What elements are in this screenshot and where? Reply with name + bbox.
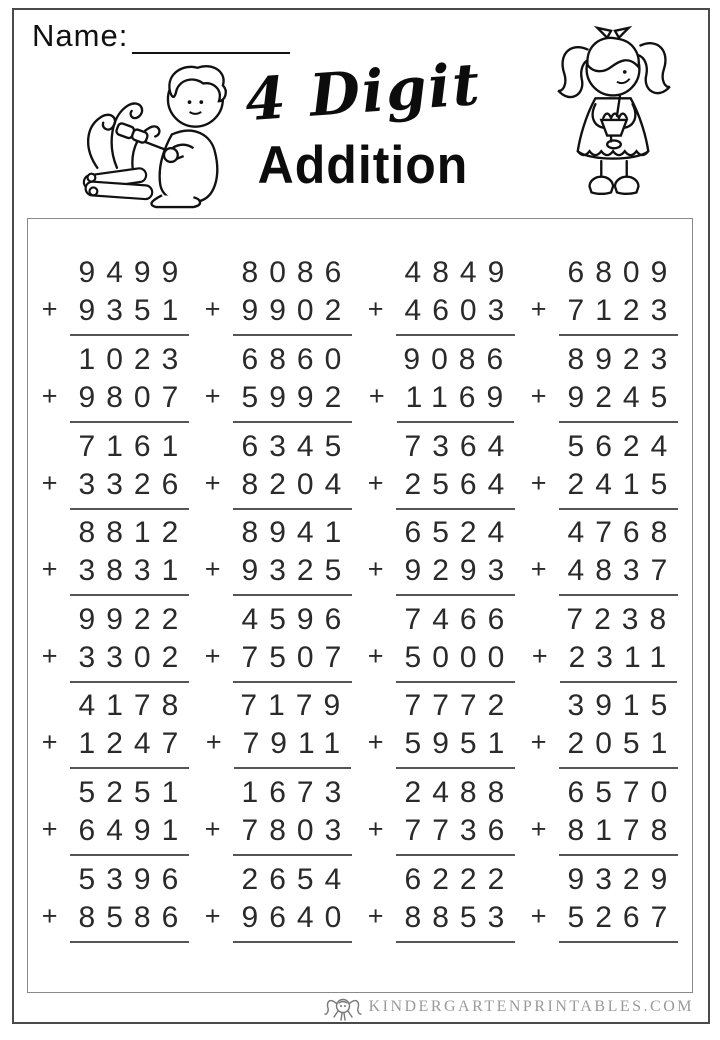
top-addend: 4768 (567, 516, 679, 550)
addition-problem (206, 689, 351, 769)
top-addend: 6524 (404, 516, 516, 550)
addition-problem (205, 603, 353, 683)
addition-problem (205, 256, 353, 336)
addition-problem (368, 603, 516, 683)
plus-sign: + (41, 467, 58, 498)
bottom-addend: 7507 (233, 641, 353, 683)
addition-problem (42, 516, 190, 596)
bottom-addend: 2311 (560, 641, 678, 683)
top-addend: 5251 (78, 776, 190, 810)
bottom-addend: 9902 (233, 294, 353, 336)
bottom-addend-row (42, 468, 190, 510)
top-addend: 8941 (241, 516, 353, 550)
plus-sign: + (531, 640, 548, 671)
bottom-addend-row (368, 727, 516, 769)
addition-problem (368, 430, 516, 510)
top-addend: 7364 (404, 429, 516, 463)
plus-sign: + (41, 640, 58, 671)
plus-sign: + (530, 814, 547, 845)
bottom-addend: 9807 (70, 381, 190, 423)
bottom-addend-row (531, 294, 679, 336)
addition-problem (531, 343, 679, 423)
bottom-addend: 8586 (70, 901, 190, 943)
top-addend: 8086 (241, 256, 353, 290)
bottom-addend: 3326 (70, 468, 190, 510)
title-script-line: 4 Digit (242, 49, 484, 135)
top-addend: 4178 (78, 689, 190, 723)
bottom-addend: 7911 (234, 727, 352, 769)
ice-cream-girl-illustration (550, 22, 678, 208)
top-addend: 9329 (567, 862, 679, 896)
bottom-addend: 7123 (559, 294, 679, 336)
addition-problem (42, 343, 190, 423)
top-addend: 6809 (567, 256, 679, 290)
bug-mascot-logo-icon (324, 994, 362, 1021)
plus-sign: + (367, 294, 384, 325)
bottom-addend: 7736 (396, 814, 516, 856)
addition-problem (368, 516, 516, 596)
bottom-addend-row (205, 814, 353, 856)
bottom-addend-row (206, 727, 351, 769)
bottom-addend-row (531, 468, 679, 510)
addition-problem (42, 863, 190, 943)
addition-problem (531, 516, 679, 596)
bottom-addend-row (531, 381, 679, 423)
plus-sign: + (41, 380, 58, 411)
top-addend: 1673 (241, 776, 353, 810)
plus-sign: + (204, 900, 221, 931)
plus-sign: + (204, 814, 221, 845)
addition-problem (42, 776, 190, 856)
bottom-addend-row (205, 294, 353, 336)
top-addend: 6570 (567, 776, 679, 810)
plus-sign: + (367, 554, 384, 585)
top-addend: 7238 (566, 602, 678, 636)
bottom-addend-row (42, 381, 190, 423)
bottom-addend-row (205, 468, 353, 510)
bottom-addend-row (368, 294, 516, 336)
bottom-addend-row (42, 641, 190, 683)
bottom-addend: 7803 (233, 814, 353, 856)
plus-sign: + (41, 294, 58, 325)
plus-sign: + (204, 294, 221, 325)
bottom-addend-row (368, 814, 516, 856)
top-addend: 4849 (404, 256, 516, 290)
addition-problem (205, 776, 353, 856)
top-addend: 9086 (403, 342, 515, 376)
bottom-addend: 6491 (70, 814, 190, 856)
bottom-addend-row (205, 641, 353, 683)
bottom-addend: 9351 (70, 294, 190, 336)
name-label: Name: (32, 18, 129, 53)
bottom-addend: 5992 (233, 381, 353, 423)
top-addend: 7466 (404, 602, 516, 636)
footer (324, 994, 694, 1020)
bottom-addend-row (369, 381, 514, 423)
addition-problem (368, 863, 516, 943)
addition-problem (368, 776, 516, 856)
bottom-addend-row (532, 641, 677, 683)
bottom-addend-row (531, 814, 679, 856)
plus-sign: + (204, 467, 221, 498)
bottom-addend-row (368, 468, 516, 510)
bottom-addend: 3302 (70, 641, 190, 683)
top-addend: 6345 (241, 429, 353, 463)
bottom-addend: 4837 (559, 554, 679, 596)
addition-problem (531, 776, 679, 856)
bottom-addend: 4603 (396, 294, 516, 336)
top-addend: 8923 (567, 342, 679, 376)
bottom-addend-row (531, 901, 679, 943)
bottom-addend: 9640 (233, 901, 353, 943)
plus-sign: + (367, 900, 384, 931)
top-addend: 7161 (78, 429, 190, 463)
plus-sign: + (530, 900, 547, 931)
bottom-addend: 2051 (559, 727, 679, 769)
addition-problem (368, 689, 516, 769)
addition-problem (42, 603, 190, 683)
bottom-addend: 5951 (396, 727, 516, 769)
plus-sign: + (367, 467, 384, 498)
bottom-addend-row (42, 901, 190, 943)
bottom-addend-row (531, 727, 679, 769)
top-addend: 7772 (404, 689, 516, 723)
top-addend: 9922 (78, 602, 190, 636)
bottom-addend: 3831 (70, 554, 190, 596)
addition-problem (368, 256, 516, 336)
bottom-addend: 9325 (233, 554, 353, 596)
plus-sign: + (367, 727, 384, 758)
addition-problem (369, 343, 514, 423)
addition-problem (205, 430, 353, 510)
bottom-addend-row (368, 901, 516, 943)
addition-problem (531, 430, 679, 510)
name-row (32, 18, 290, 54)
top-addend: 4596 (241, 602, 353, 636)
plus-sign: + (41, 727, 58, 758)
addition-problem (531, 256, 679, 336)
plus-sign: + (530, 467, 547, 498)
bottom-addend-row (205, 554, 353, 596)
bottom-addend-row (205, 381, 353, 423)
top-addend: 3915 (567, 689, 679, 723)
addition-problem (205, 343, 353, 423)
campfire-boy-illustration (42, 58, 237, 210)
plus-sign: + (368, 380, 385, 411)
plus-sign: + (204, 554, 221, 585)
bottom-addend-row (205, 901, 353, 943)
top-addend: 5624 (567, 429, 679, 463)
plus-sign: + (530, 294, 547, 325)
footer-site-text: KINDERGARTENPRINTABLES.COM (368, 998, 694, 1015)
title-main-line: Addition (257, 135, 469, 195)
bottom-addend-row (368, 554, 516, 596)
addition-problem (42, 430, 190, 510)
bottom-addend: 5000 (396, 641, 516, 683)
top-addend: 5396 (78, 862, 190, 896)
bottom-addend-row (531, 554, 679, 596)
bottom-addend: 8178 (559, 814, 679, 856)
bottom-addend: 1247 (70, 727, 190, 769)
top-addend: 1023 (78, 342, 190, 376)
addition-problem (531, 689, 679, 769)
top-addend: 8812 (78, 516, 190, 550)
bottom-addend: 5267 (559, 901, 679, 943)
top-addend: 9499 (78, 256, 190, 290)
top-addend: 6222 (404, 862, 516, 896)
plus-sign: + (530, 554, 547, 585)
bottom-addend: 9245 (559, 381, 679, 423)
plus-sign: + (367, 814, 384, 845)
bottom-addend: 1169 (397, 381, 515, 423)
plus-sign: + (204, 380, 221, 411)
bottom-addend-row (42, 554, 190, 596)
addition-problem (531, 863, 679, 943)
top-addend: 6860 (241, 342, 353, 376)
top-addend: 2654 (241, 862, 353, 896)
bottom-addend: 8853 (396, 901, 516, 943)
addition-problem (205, 863, 353, 943)
problems-grid (27, 218, 693, 993)
bottom-addend: 8204 (233, 468, 353, 510)
name-blank-line (132, 18, 290, 54)
top-addend: 7179 (240, 689, 352, 723)
plus-sign: + (204, 640, 221, 671)
plus-sign: + (530, 380, 547, 411)
plus-sign: + (41, 814, 58, 845)
addition-problem (532, 603, 677, 683)
addition-problem (42, 256, 190, 336)
plus-sign: + (41, 900, 58, 931)
bottom-addend: 2415 (559, 468, 679, 510)
plus-sign: + (41, 554, 58, 585)
plus-sign: + (205, 727, 222, 758)
bottom-addend-row (42, 814, 190, 856)
worksheet-title (228, 49, 498, 195)
top-addend: 2488 (404, 776, 516, 810)
plus-sign: + (530, 727, 547, 758)
bottom-addend-row (42, 727, 190, 769)
bottom-addend-row (368, 641, 516, 683)
bottom-addend-row (42, 294, 190, 336)
plus-sign: + (367, 640, 384, 671)
addition-problem (42, 689, 190, 769)
bottom-addend: 2564 (396, 468, 516, 510)
addition-problem (205, 516, 353, 596)
bottom-addend: 9293 (396, 554, 516, 596)
